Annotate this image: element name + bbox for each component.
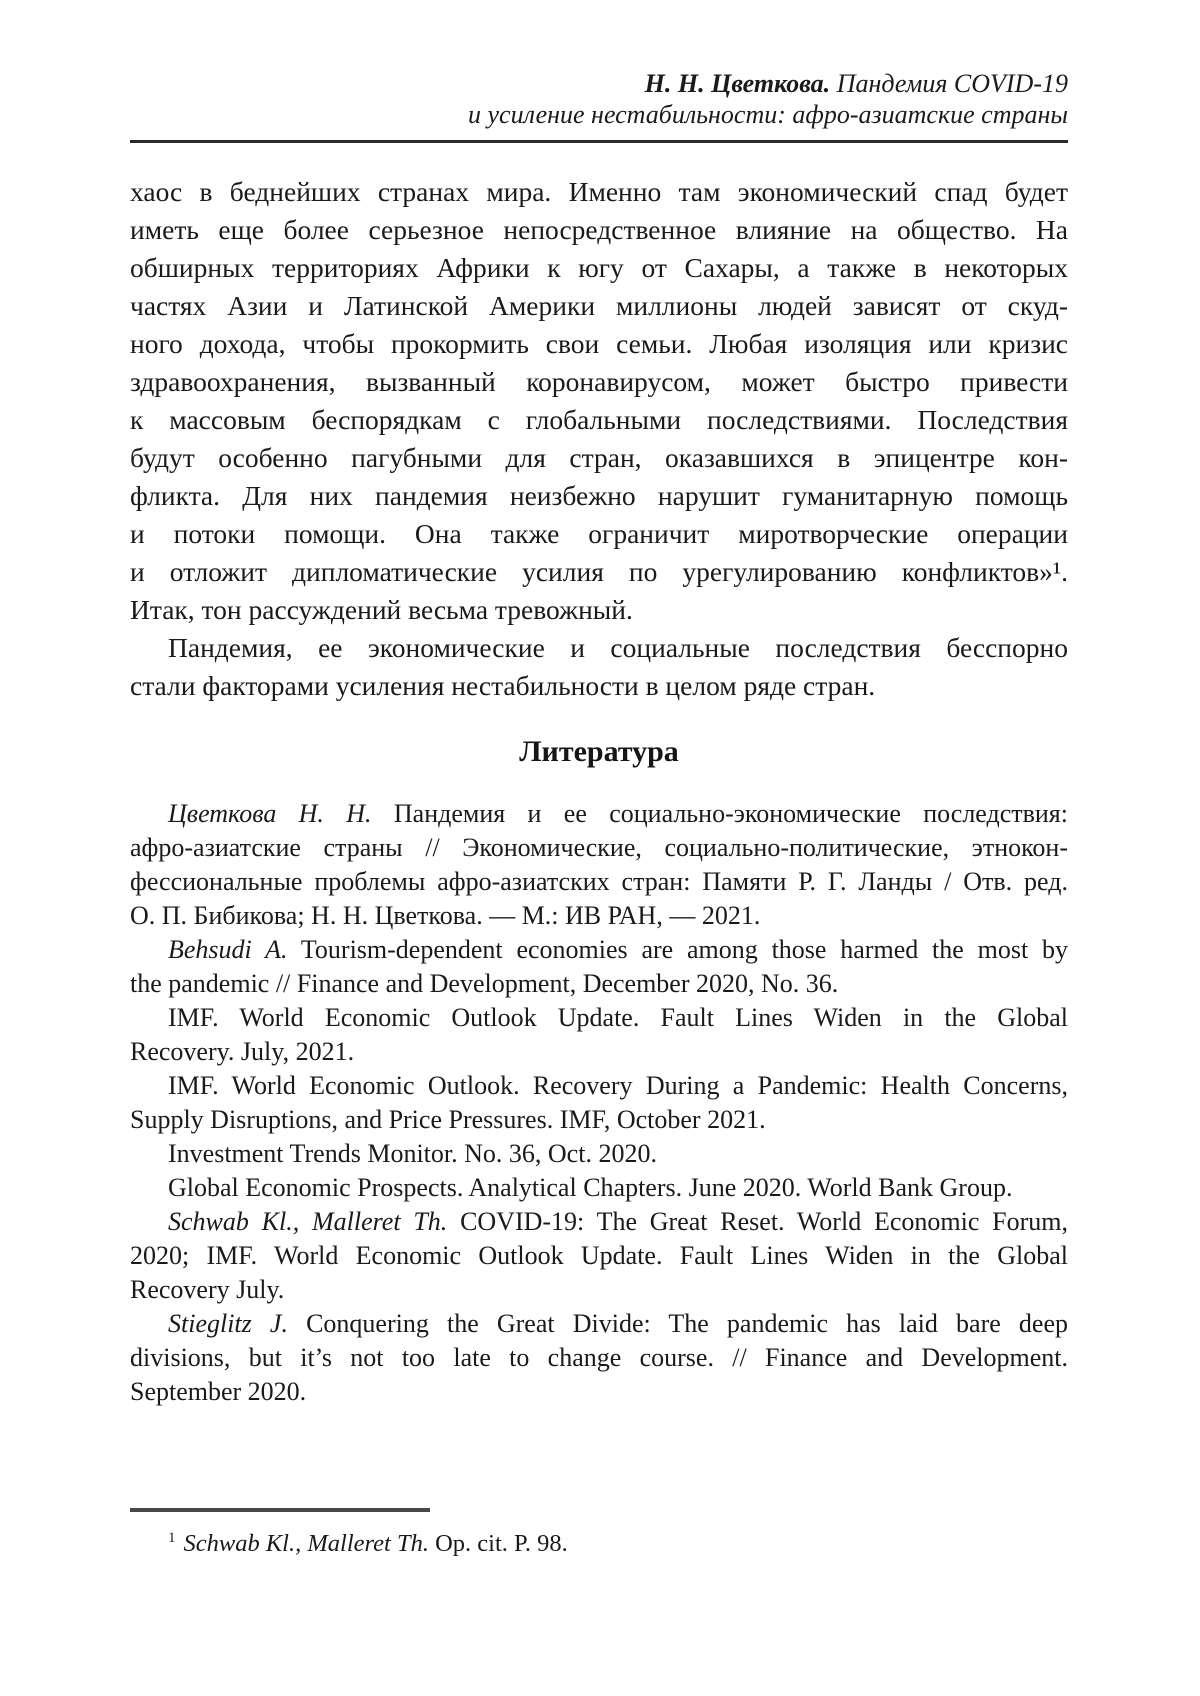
reference-text: Investment Trends Monitor. No. 36, Oct. 2020.: [168, 1139, 657, 1168]
text-line: частях Азии и Латинской Америки миллионы людей зависят от скуд-: [130, 290, 1068, 321]
text-line: обширных территориях Африки к югу от Сахары, а также в некоторых: [130, 252, 1068, 283]
text-line: [130, 1375, 1068, 1409]
text-line: и отложит дипломатические усилия по урегулированию конфликтов»¹.: [130, 556, 1068, 587]
running-header-title: Пандемия COVID-19: [830, 69, 1068, 98]
reference-text: Supply Disruptions, and Price Pressures. IMF, October 2021.: [130, 1105, 766, 1134]
reference-text: О. П. Бибикова; Н. Н. Цветкова. — М.: ИВ РАН, — 2021.: [130, 901, 761, 930]
reference-text: Global Economic Prospects. Analytical Chapters. June 2020. World Bank Group.: [168, 1173, 1013, 1202]
text-line: [130, 1103, 1068, 1137]
text-line: [130, 1171, 1068, 1205]
reference-text: Recovery July.: [130, 1275, 285, 1304]
reference-author: Behsudi A.: [168, 935, 288, 964]
text-line: [130, 831, 1068, 865]
reference-text: the pandemic // Finance and Development, December 2020, No. 36.: [130, 969, 839, 998]
footnote-area: [130, 1508, 1068, 1560]
text-line: [130, 1035, 1068, 1069]
text-line: [130, 1205, 1068, 1239]
running-header-line2: и усиление нестабильности: афро-азиатские страны: [468, 100, 1068, 129]
reference-text: Tourism-dependent economies are among those harmed the most by: [287, 935, 1068, 964]
text-line: [130, 797, 1068, 831]
reference-text: IMF. World Economic Outlook. Recovery During a Pandemic: Health Concerns,: [168, 1071, 1068, 1100]
text-line: стали факторами усиления нестабильности в целом ряде стран.: [130, 670, 876, 701]
reference-author: Stieglitz J.: [168, 1309, 288, 1338]
text-line: иметь еще более серьезное непосредственное влияние на общество. На: [130, 214, 1068, 245]
reference-author: Schwab Kl., Malleret Th.: [168, 1207, 448, 1236]
text-line: будут особенно пагубными для стран, оказавшихся в эпицентре кон-: [130, 442, 1068, 473]
reference-text: COVID-19: The Great Reset. World Economic Forum,: [447, 1207, 1068, 1236]
text-line: [130, 1069, 1068, 1103]
text-line: [130, 1239, 1068, 1273]
body-text: [130, 173, 1068, 705]
text-line: здравоохранения, вызванный коронавирусом, может быстро привести: [130, 366, 1068, 397]
reference-text: Recovery. July, 2021.: [130, 1037, 355, 1066]
text-line: к массовым беспорядкам с глобальными последствиями. Последствия: [130, 404, 1068, 435]
reference-text: Пандемия и ее социально-экономические последствия:: [371, 799, 1068, 828]
reference-author: Цветкова Н. Н.: [168, 799, 372, 828]
text-line: и потоки помощи. Она также ограничит миротворческие операции: [130, 518, 1068, 549]
text-line: [130, 1001, 1068, 1035]
text-line: [130, 1307, 1068, 1341]
text-line: хаос в беднейших странах мира. Именно там экономический спад будет: [130, 176, 1068, 207]
footnote: [130, 1528, 1068, 1560]
text-line: [130, 1273, 1068, 1307]
reference-text: September 2020.: [130, 1377, 307, 1406]
references-list: [130, 797, 1068, 1409]
text-line: [130, 967, 1068, 1001]
reference-text: Conquering the Great Divide: The pandemic has laid bare deep: [287, 1309, 1068, 1338]
text-line: [130, 865, 1068, 899]
footnote-rest: Op. cit. P. 98.: [428, 1530, 568, 1557]
footnote-number: 1: [168, 1529, 176, 1546]
running-header: [130, 0, 1068, 130]
text-line: Пандемия, ее экономические и социальные последствия бесспорно: [168, 632, 1068, 663]
section-heading: Литература: [519, 735, 679, 768]
reference-text: 2020; IMF. World Economic Outlook Update. Fault Lines Widen in the Global: [130, 1241, 1068, 1270]
reference-text: divisions, but it’s not too late to change course. // Finance and Development.: [130, 1343, 1068, 1372]
text-line: Итак, тон рассуждений весьма тревожный.: [130, 594, 633, 625]
text-line: фликта. Для них пандемия неизбежно нарушит гуманитарную помощь: [130, 480, 1068, 511]
content-column: [130, 0, 1068, 1409]
reference-text: фессиональные проблемы афро-азиатских стран: Памяти Р. Г. Ланды / Отв. ред.: [130, 867, 1068, 896]
text-line: ного дохода, чтобы прокормить свои семьи. Любая изоляция или кризис: [130, 328, 1068, 359]
text-line: [130, 899, 1068, 933]
running-header-author: Н. Н. Цветкова.: [644, 69, 831, 98]
footnote-author: Schwab Kl., Malleret Th.: [183, 1530, 429, 1557]
text-line: [130, 1137, 1068, 1171]
running-header-line1: [130, 68, 1068, 99]
reference-text: IMF. World Economic Outlook Update. Fault Lines Widen in the Global: [168, 1003, 1068, 1032]
header-rule: [130, 140, 1068, 143]
text-line: [130, 933, 1068, 967]
text-line: [130, 1341, 1068, 1375]
reference-text: афро-азиатские страны // Экономические, социально-политические, этнокон-: [130, 833, 1068, 862]
footnote-rule: [130, 1508, 430, 1512]
